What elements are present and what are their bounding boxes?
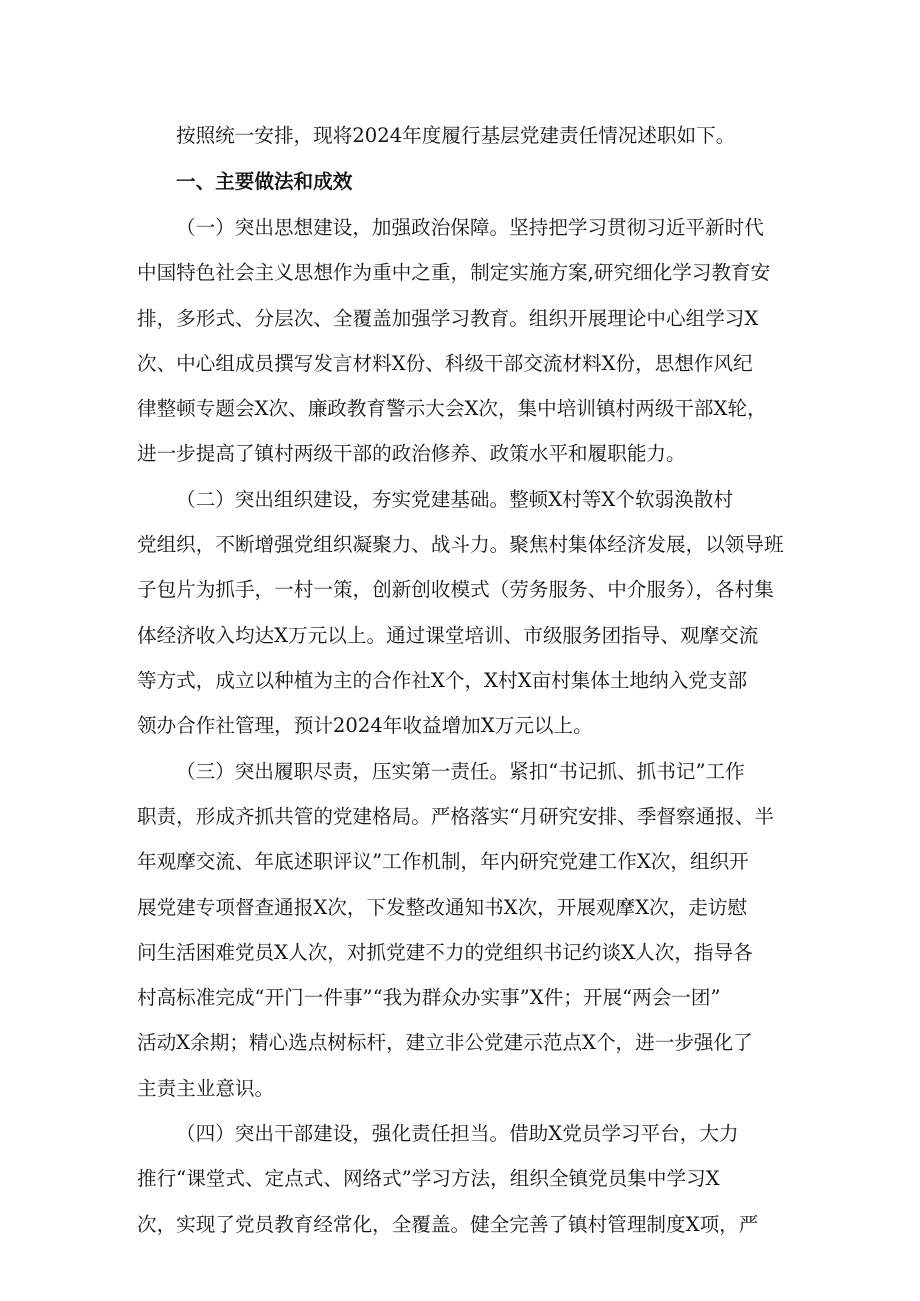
paragraph-4-line-1: （四）突出干部建设，强化责任担当。借助X党员学习平台，大力 (176, 1122, 739, 1145)
paragraph-3-line-3: 年观摩交流、年底述职评议”工作机制，年内研究党建工作X次，组织开 (137, 850, 749, 873)
paragraph-3-line-1: （三）突出履职尽责，压实第一责任。紧扣“书记抓、抓书记”工作 (176, 760, 745, 783)
section-heading: 一、主要做法和成效 (176, 170, 353, 193)
paragraph-3-line-4: 展党建专项督查通报X次，下发整改通知书X次，开展观摩X次，走访慰 (137, 896, 748, 919)
paragraph-2-line-3: 子包片为抓手，一村一策，创新创收模式（劳务服务、中介服务），各村集 (137, 578, 774, 601)
paragraph-1-line-4: 次、中心组成员撰写发言材料X份、科级干部交流材料X份，思想作风纪 (137, 352, 753, 375)
paragraph-1-line-3: 排，多形式、分层次、全覆盖加强学习教育。组织开展理论中心组学习X (137, 307, 759, 330)
paragraph-4-line-2: 推行“课堂式、定点式、网络式”学习方法，组织全镇党员集中学习X (137, 1167, 720, 1190)
paragraph-2-line-1: （二）突出组织建设，夯实党建基础。整顿X村等X个软弱涣散村 (176, 488, 733, 511)
paragraph-2-line-5: 等方式，成立以种植为主的合作社X个，X村X亩村集体土地纳入党支部 (137, 669, 748, 692)
intro-line: 按照统一安排，现将2024年度履行基层党建责任情况述职如下。 (176, 124, 736, 147)
paragraph-3-line-8: 主责主业意识。 (137, 1077, 275, 1100)
paragraph-4-line-3: 次，实现了党员教育经常化，全覆盖。健全完善了镇村管理制度X项，严 (137, 1213, 759, 1236)
paragraph-2-line-2: 党组织，不断增强党组织凝聚力、战斗力。聚焦村集体经济发展，以领导班 (137, 533, 784, 556)
paragraph-1-line-1: （一）突出思想建设，加强政治保障。坚持把学习贯彻习近平新时代 (176, 216, 764, 239)
paragraph-3-line-7: 活动X余期；精心选点树标杆，建立非公党建示范点X个，进一步强化了 (137, 1031, 753, 1054)
paragraph-1-line-5: 律整顿专题会X次、廉政教育警示大会X次，集中培训镇村两级干部X轮， (137, 397, 767, 420)
paragraph-3-line-6: 村高标准完成“开门一件事”“我为群众办实事”X件；开展“两会一团” (137, 986, 721, 1009)
paragraph-1-line-6: 进一步提高了镇村两级干部的政治修养、政策水平和履职能力。 (137, 442, 686, 465)
paragraph-2-line-6: 领办合作社管理，预计2024年收益增加X万元以上。 (137, 714, 593, 737)
paragraph-3-line-5: 问生活困难党员X人次，对抓党建不力的党组织书记约谈X人次，指导各 (137, 941, 753, 964)
paragraph-2-line-4: 体经济收入均达X万元以上。通过课堂培训、市级服务团指导、观摩交流 (137, 624, 759, 647)
paragraph-1-line-2: 中国特色社会主义思想作为重中之重，制定实施方案,研究细化学习教育安 (137, 261, 771, 284)
paragraph-3-line-2: 职责，形成齐抓共管的党建格局。严格落实“月研究安排、季督察通报、半 (137, 805, 775, 828)
